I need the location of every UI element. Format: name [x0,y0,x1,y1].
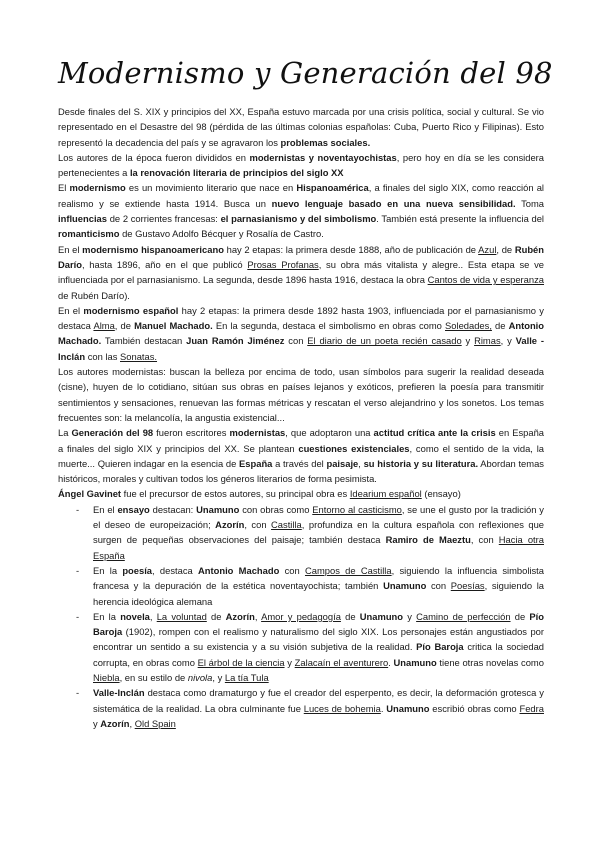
list-item [93,502,544,563]
text-run: En el [93,503,118,515]
text-run: , [129,717,135,729]
text-run: y [284,656,295,668]
italic-text: nivola [187,671,213,683]
emphasis: Rubén Darío [58,243,544,270]
work-title: Azul [478,243,497,255]
list-item [93,685,544,731]
text-run: , se une el gusto por la tradición y el deseo de europeización; [93,503,544,531]
emphasis: poesía [122,564,153,576]
work-title: Entorno al casticismo [312,503,402,515]
text-run: . [388,656,394,668]
emphasis: Manuel Machado. [134,320,213,332]
work-title: Old Spain [134,717,176,729]
emphasis: modernistas [229,427,286,439]
text-run: , [149,610,157,622]
work-title: Niebla [93,671,120,683]
text-run: , y [212,671,225,683]
text-run: Toma [515,197,545,209]
emphasis: problemas sociales. [280,136,371,148]
emphasis: su historia y su literatura. [363,457,479,469]
paragraph [58,364,544,425]
text-run: , su obra más vitalista y alegre.. Esta etapa se ve influenciada por el parnasianismo. La segunda, desde 1896 hasta 1916, destaca la obra [58,258,544,286]
text-run: y [93,717,101,729]
text-run: En la [93,610,121,622]
text-run: En el [58,243,83,255]
work-title: Soledades, [445,320,492,332]
emphasis: Hispanoamérica [296,182,369,194]
text-run: y [461,335,475,347]
text-run: . [380,702,387,714]
text-run: en España a finales del siglo XIX y principios del XX. Se plantean [58,427,545,454]
text-run: Desde finales del S. XIX y principios del XX, España estuvo marcada por una crisis política, social y cultural. Se vio representado en el Desastre del 98 (pérdida de las últimas colonias españolas: Cuba, Puerto Rico y Filipinas). Esto representó la decadencia del país y se agravaron los [58,106,544,148]
work-title: Sonatas. [120,350,158,362]
text-run: , de [496,243,515,255]
emphasis: Azorín [215,519,245,531]
text-run: hay 2 etapas: la primera desde 1888, año de publicación de [223,243,479,255]
text-run: de Gustavo Adolfo Bécquer y Rosalía de Castro. [119,228,324,240]
emphasis: Pío Baroja [416,641,464,653]
emphasis: la renovación literaria de principios del siglo XX [129,167,344,179]
text-run: , [358,457,364,469]
text-run: , a finales del siglo XIX, como reacción al realismo y se extiende hasta 1914. Busca un [58,182,544,209]
text-run: En la [93,564,123,576]
document-title: Modernismo y Generación del 98 [58,56,553,90]
text-run: , con [244,519,272,531]
work-title: Prosas Profanas [247,258,319,270]
paragraph [58,150,544,181]
text-run: El [58,182,70,194]
paragraph [58,180,544,241]
text-run: , [254,610,262,622]
emphasis: romanticismo [58,228,120,240]
text-run: escribió obras como [429,702,520,714]
emphasis: influencias [58,213,107,225]
work-title: Rimas [474,335,501,347]
work-title: Campos de Castilla [304,564,392,576]
work-title: El diario de un poeta recién casado [307,335,462,347]
emphasis: Pío Baroja [93,610,544,638]
text-run: , pero hoy en día se les considera pertenecientes a [58,151,545,179]
text-run: , de [114,320,135,332]
text-run: fue el precursor de estos autores, su principal obra es [121,488,350,500]
text-run: (1902), rompen con el realismo y naturalismo del siglo XIX. Los personajes están angustiados por encontrar un sentido a su existencia y a su visión subjetiva de la realidad. [93,626,544,653]
emphasis: Azorín [225,610,255,622]
text-run: de [491,320,509,332]
emphasis: Antonio Machado. [58,320,544,347]
emphasis: paisaje [326,457,359,469]
paragraph [58,303,544,364]
emphasis: España [239,457,273,469]
text-run: de [510,610,530,622]
text-run: de [340,610,360,622]
text-run: tiene otras novelas como [436,656,544,668]
text-run: destacan: [149,503,197,515]
work-title: La voluntad [156,610,207,622]
emphasis: Unamuno [386,702,430,714]
list-item [93,609,544,685]
work-title: Camino de perfección [416,610,511,622]
emphasis: novela [120,610,150,622]
text-run: En el [58,304,84,316]
paragraph [58,486,544,501]
emphasis: modernismo [69,182,126,194]
list-item [93,563,544,609]
paragraph [58,104,544,150]
text-run: . También está presente la influencia del [376,213,545,225]
text-run: También destacan [101,335,187,347]
work-title: Idearium español [349,488,422,500]
work-title: Zalacaín el aventurero [294,656,389,668]
document-body [58,104,544,731]
text-run: con obras como [239,503,313,515]
text-run: (ensayo) [421,488,461,500]
text-run: destaca como dramaturgo y fue el creador del esperpento, es decir, la deformación grotesca y sistemática de la realidad. La obra culminante fue [93,687,544,714]
text-run: con [426,580,451,592]
emphasis: actitud crítica ante la crisis [373,427,496,439]
text-run: con [279,564,305,576]
text-run: critica la sociedad corrupta, en obras como [93,641,544,668]
emphasis: Generación del 98 [71,427,154,439]
emphasis: Juan Ramón Jiménez [186,335,285,347]
paragraph [58,425,544,486]
text-run: con [284,335,308,347]
work-title: Amor y pedagogía [261,610,341,622]
text-run: , como el sentido de la vida, la muerte... Quieren indagar en la esencia de [58,442,544,469]
text-run: Los autores de la época fueron divididos en [58,151,250,163]
work-title: Castilla [271,519,302,531]
text-run: Abordan temas históricos, morales y cultivan todos los géneros literarios de forma pesimista. [58,457,544,485]
text-run: , siguiendo la herencia ideológica alemana [93,580,544,607]
text-run: fueron escritores [153,427,230,439]
text-run: En la segunda, destaca el simbolismo en obras como [212,320,446,332]
text-run: de [206,610,226,622]
text-run: y [403,610,417,622]
emphasis: Unamuno [359,610,404,622]
text-run: , que adoptaron una [285,427,374,439]
text-run: a través del [272,457,327,469]
emphasis: modernismo hispanoamericano [82,243,224,255]
emphasis: Valle-Inclán [93,687,145,699]
text-run: , profundiza en la cultura española con reflexiones que surgen de pequeñas observaciones del paisaje; también destaca [93,519,545,546]
work-title: Poesías [450,580,485,592]
emphasis: Unamuno [383,580,427,592]
paragraph [58,242,544,303]
text-run: Los autores modernistas: buscan la belleza por encima de todo, usan símbolos para sugerir la realidad deseada (cisne), huyen de lo cotidiano, sitúan sus obras en países lejanos y exóticos, prefieren la poesía para transmitir sentimientos y sensaciones, renuevan las formas métricas y rescatan el verso alejandrino y los sonetos. Los temas frecuentes son: la melancolía, la angustia existencial... [58,366,544,423]
emphasis: nuevo lenguaje basado en una nueva sensibilidad. [271,197,516,209]
text-run: La [58,427,72,439]
emphasis: Unamuno [196,503,240,515]
emphasis: modernistas y noventayochistas [249,151,397,163]
work-title: La tía Tula [224,671,269,683]
emphasis: Ramiro de Maeztu [385,534,471,546]
emphasis: Antonio Machado [198,564,280,576]
text-run: con las [85,350,121,362]
text-run: , y [500,335,516,347]
bullet-list [58,502,544,731]
work-title: Alma [93,320,115,332]
text-run: , destaca [152,564,198,576]
work-title: Hacia otra España [93,534,544,561]
text-run: , en su estilo de [119,671,188,683]
emphasis: Ángel Gavinet [58,488,122,500]
work-title: Fedra [519,702,544,714]
text-run: de 2 corrientes francesas: [106,213,221,225]
emphasis: Unamuno [393,656,437,668]
text-run: , hasta 1896, año en el que publicó [81,258,248,270]
text-run: es un movimiento literario que nace en [125,182,297,194]
emphasis: Azorín [100,717,130,729]
emphasis: ensayo [117,503,150,515]
text-run: hay 2 etapas: la primera desde 1892 hasta 1903, influenciada por el parnasianismo y destaca [58,304,544,332]
emphasis: el parnasianismo y del simbolismo [220,213,377,225]
text-run: de Rubén Darío). [58,289,130,301]
work-title: Luces de bohemia [303,702,381,714]
text-run: , con [470,534,499,546]
work-title: Cantos de vida y esperanza [427,274,545,286]
emphasis: cuestiones existenciales [298,442,410,454]
work-title: El árbol de la ciencia [197,656,285,668]
emphasis: Valle - Inclán [58,335,544,362]
text-run: , siguiendo la influencia simbolista francesa y la depuración de la estética noventayochista; también [93,564,544,592]
emphasis: modernismo español [83,304,179,316]
